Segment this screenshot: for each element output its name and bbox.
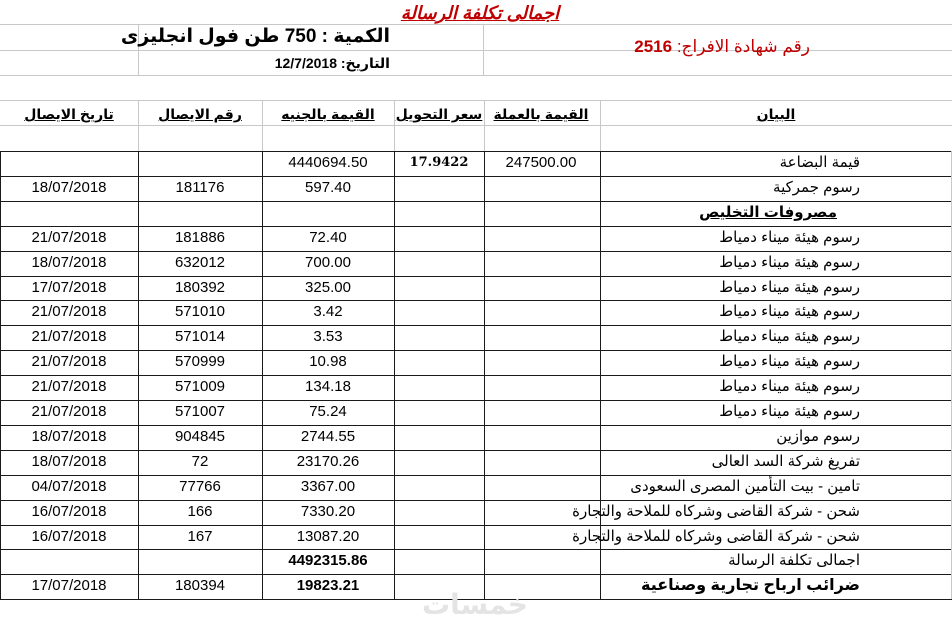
cell-receipt-no: 904845 [174, 428, 226, 445]
header-column-border [138, 100, 139, 151]
cell-egp-value: 700.00 [305, 254, 351, 271]
cell-receipt-date: 21/07/2018 [31, 403, 107, 420]
cell-description: رسوم هيئة ميناء دمياط [719, 229, 860, 246]
cell-egp-value: 13087.20 [296, 528, 360, 545]
cell-egp-value: 4440694.50 [288, 154, 368, 171]
header-foreign-value: القيمة بالعملة [493, 106, 589, 122]
cell-description: رسوم هيئة ميناء دمياط [719, 328, 860, 345]
cell-description: رسوم جمركية [773, 179, 860, 196]
cell-egp-value: 134.18 [305, 378, 351, 395]
cell-receipt-no: 571009 [174, 378, 226, 395]
table-row [0, 350, 952, 375]
cell-egp-value: 325.00 [305, 279, 351, 296]
cell-receipt-date: 17/07/2018 [31, 577, 107, 594]
cell-receipt-no: 571007 [174, 403, 226, 420]
cell-receipt-date: 18/07/2018 [31, 428, 107, 445]
header-column-border [600, 100, 601, 151]
table-row [0, 400, 952, 425]
cell-egp-value: 7330.20 [300, 503, 356, 520]
cell-description: شحن - شركة القاضى وشركاه للملاحة والتجارة [572, 528, 860, 545]
cell-receipt-no: 571014 [174, 328, 226, 345]
cell-receipt-date: 18/07/2018 [31, 179, 107, 196]
release-certificate [600, 37, 810, 57]
table-row [0, 450, 952, 475]
cell-egp-value: 10.98 [309, 353, 347, 370]
table-row [0, 201, 952, 226]
table-row [0, 226, 952, 251]
cell-receipt-no: 167 [187, 528, 213, 545]
quantity-line: الكمية : 750 طن فول انجليزى [120, 26, 390, 47]
table-row [0, 151, 952, 176]
cell-egp-value: 4492315.86 [288, 552, 368, 569]
cell-description: رسوم هيئة ميناء دمياط [719, 279, 860, 296]
table-row [0, 375, 952, 400]
table-row [0, 500, 952, 525]
table-row [0, 549, 952, 574]
cell-receipt-no: 77766 [179, 478, 221, 495]
cell-receipt-no: 632012 [174, 254, 226, 271]
cell-rate: 17.9422 [409, 155, 469, 170]
table-row [0, 300, 952, 325]
cell-description: تامين - بيت التأمين المصرى السعودى [630, 478, 860, 495]
cell-receipt-date: 04/07/2018 [31, 478, 107, 495]
cell-description: رسوم هيئة ميناء دمياط [719, 303, 860, 320]
cell-receipt-no: 166 [187, 503, 213, 520]
cell-egp-value: 3367.00 [300, 478, 356, 495]
header-column-border [262, 100, 263, 151]
cell-receipt-no: 570999 [174, 353, 226, 370]
cell-receipt-no: 180394 [174, 577, 226, 594]
sheet-title: اجمالى تكلفة الرسالة [400, 3, 560, 23]
cell-egp-value: 19823.21 [296, 577, 360, 594]
cell-description: رسوم هيئة ميناء دمياط [719, 403, 860, 420]
cell-receipt-no: 181886 [174, 229, 226, 246]
cell-receipt-no: 180392 [174, 279, 226, 296]
table-row [0, 325, 952, 350]
cell-egp-value: 3.42 [313, 303, 343, 320]
cell-receipt-date: 17/07/2018 [31, 279, 107, 296]
cell-egp-value: 3.53 [313, 328, 343, 345]
table-row [0, 525, 952, 550]
certificate-label: رقم شهادة الافراج: [676, 37, 810, 56]
certificate-number: 2516 [634, 37, 673, 56]
cell-description: رسوم هيئة ميناء دمياط [719, 353, 860, 370]
table-row [0, 475, 952, 500]
header-exchange-rate: سعر التحويل [395, 106, 483, 122]
table-row [0, 425, 952, 450]
cell-foreign-value: 247500.00 [505, 154, 577, 171]
table-row [0, 251, 952, 276]
cell-description: رسوم هيئة ميناء دمياط [719, 378, 860, 395]
cell-receipt-date: 21/07/2018 [31, 378, 107, 395]
cell-egp-value: 2744.55 [300, 428, 356, 445]
cell-receipt-no: 571010 [174, 303, 226, 320]
cell-description: رسوم موازين [776, 428, 860, 445]
cell-description: رسوم هيئة ميناء دمياط [719, 254, 860, 271]
cell-receipt-date: 16/07/2018 [31, 503, 107, 520]
header-receipt-number: رقم الايصال [158, 106, 242, 122]
header-description: البيان [756, 106, 796, 122]
cell-receipt-no: 72 [191, 453, 209, 470]
table-row [0, 276, 952, 301]
header-receipt-date: تاريخ الايصال [24, 106, 114, 122]
cell-description: شحن - شركة القاضى وشركاه للملاحة والتجارة [572, 503, 860, 520]
cell-receipt-date: 21/07/2018 [31, 353, 107, 370]
cell-egp-value: 72.40 [309, 229, 347, 246]
watermark: خمسات [421, 589, 529, 620]
cell-receipt-date: 16/07/2018 [31, 528, 107, 545]
cell-description: مصروفات التخليص [699, 204, 837, 221]
table-row [0, 176, 952, 201]
header-column-border [484, 100, 485, 151]
cell-receipt-date: 21/07/2018 [31, 303, 107, 320]
cell-egp-value: 597.40 [305, 179, 351, 196]
cell-receipt-date: 18/07/2018 [31, 254, 107, 271]
cell-description: تفريغ شركة السد العالى [711, 453, 860, 470]
cell-description: قيمة البضاعة [779, 154, 860, 171]
header-column-border [394, 100, 395, 151]
cell-receipt-no: 181176 [175, 179, 225, 196]
cell-receipt-date: 18/07/2018 [31, 453, 107, 470]
header-egp-value: القيمة بالجنيه [281, 106, 375, 122]
cell-egp-value: 75.24 [309, 403, 347, 420]
cell-receipt-date: 21/07/2018 [31, 328, 107, 345]
cell-description: اجمالى تكلفة الرسالة [728, 552, 860, 569]
report-date: التاريخ: 12/7/2018 [274, 55, 390, 71]
cell-receipt-date: 21/07/2018 [31, 229, 107, 246]
cell-egp-value: 23170.26 [296, 453, 360, 470]
cell-description: ضرائب ارباح تجارية وصناعية [641, 577, 860, 594]
